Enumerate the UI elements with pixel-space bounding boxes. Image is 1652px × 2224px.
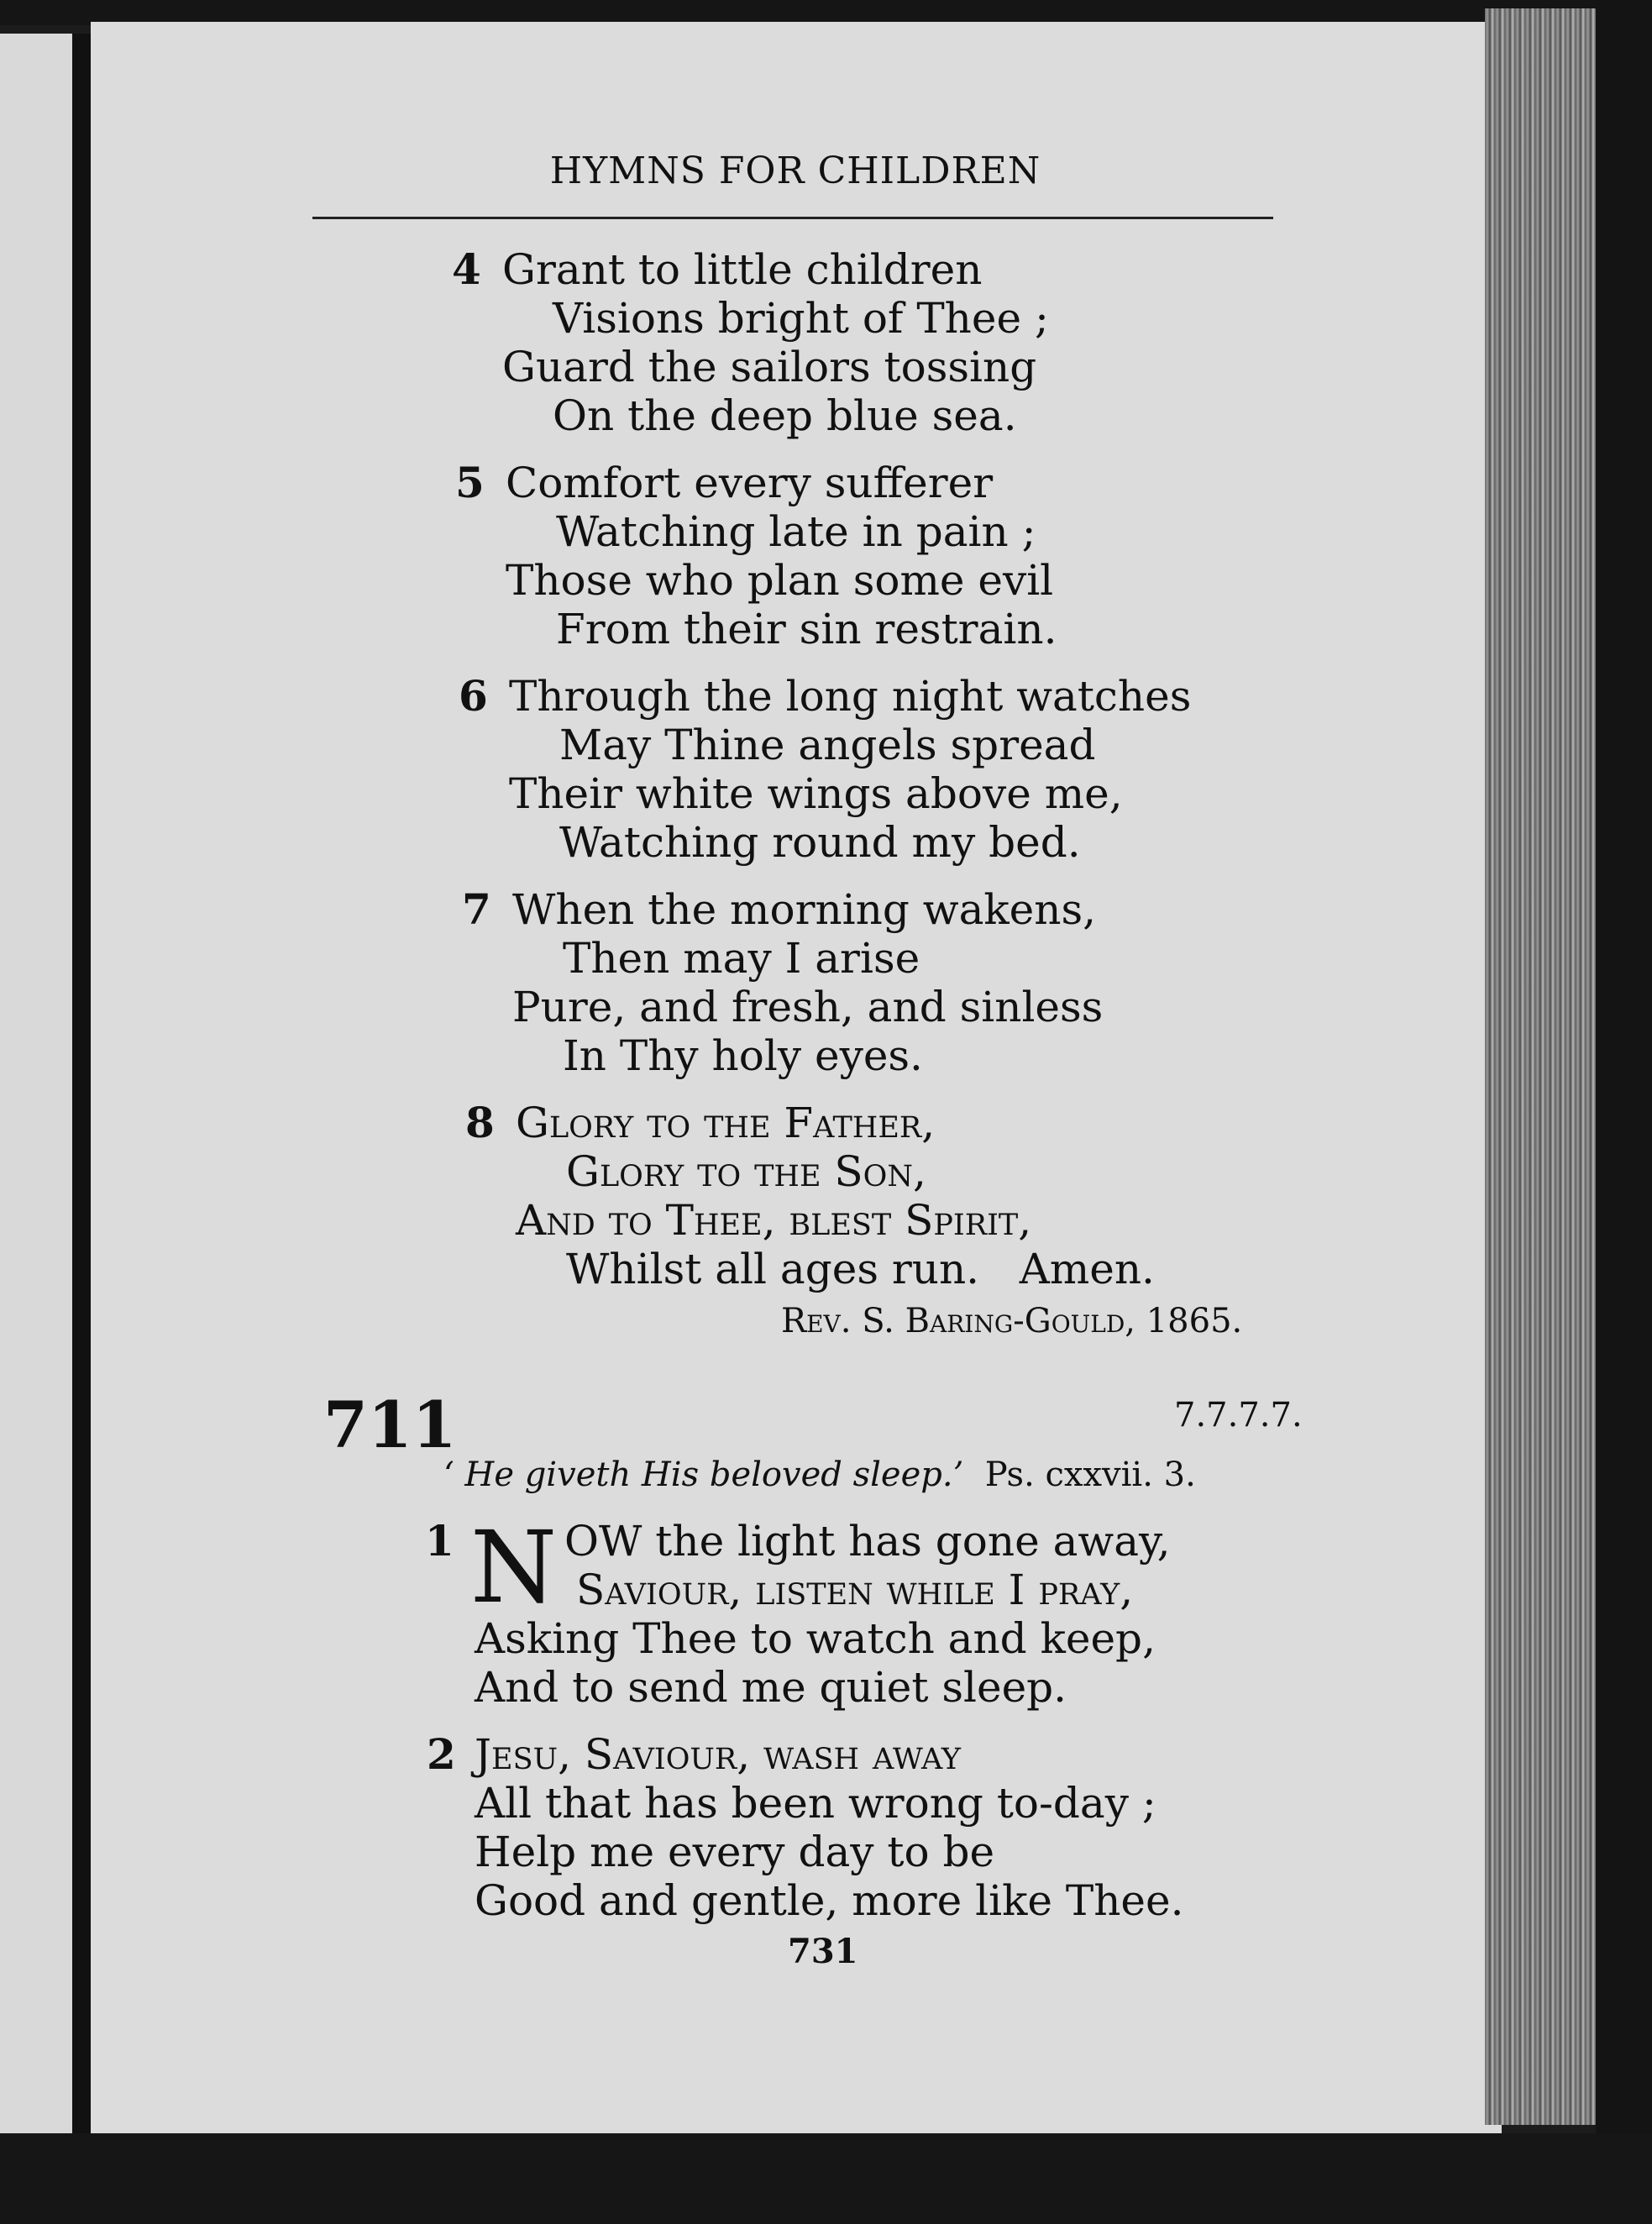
verse-line: Comfort every sufferer [506,459,994,507]
verse-line: OW the light has gone away, [564,1517,1171,1566]
verse-line: Jesu, Saviour, wash away [475,1730,962,1779]
verse-line: Grant to little children [502,245,983,294]
verse-line: Visions bright of Thee ; [553,294,1049,343]
epigraph-reference: Ps. cxxvii. 3. [984,1456,1196,1494]
verse-line: When the morning wakens, [512,885,1097,934]
verse-line: Those who plan some evil [506,556,1054,605]
verse-number: 1 [425,1516,454,1566]
epigraph [443,1456,1196,1494]
verse-line: Asking Thee to watch and keep, [475,1614,1156,1663]
verse-number: 4 [452,244,481,294]
hymn-meter: 7.7.7.7. [1174,1396,1303,1435]
verse-line: On the deep blue sea. [553,391,1017,440]
verse-line: Then may I arise [563,934,920,983]
verse-line: All that has been wrong to-day ; [475,1779,1156,1828]
verse-line: Pure, and fresh, and sinless [512,983,1104,1031]
verse-number: 8 [465,1098,495,1147]
right-border [1596,0,1652,2224]
verse-line: From their sin restrain. [556,605,1057,653]
verse-line: Watching round my bed. [559,818,1081,867]
verse-line: Glory to the Son, [566,1147,926,1196]
verse-line: Through the long night watches [509,672,1192,721]
epigraph-quote: ‘ He giveth His beloved sleep.’ [443,1456,964,1494]
page-stack-edge [1485,8,1611,2125]
verse-line: And to Thee, blest Spirit, [516,1196,1032,1245]
verse-line: May Thine angels spread [559,721,1096,769]
head-rule [312,217,1273,219]
author-attribution: Rev. S. Baring-Gould, 1865. [781,1302,1243,1340]
drop-cap: N [470,1509,558,1625]
verse-line: Whilst all ages run. Amen. [566,1245,1155,1293]
verse-line: Good and gentle, more like Thee. [475,1876,1184,1925]
hymn-number: 711 [323,1387,457,1462]
bottom-border [0,2133,1652,2224]
verse-line: Watching late in pain ; [556,507,1036,556]
verse-number: 5 [455,458,485,507]
verse-line: Guard the sailors tossing [502,343,1037,391]
verse-line: Help me every day to be [475,1828,995,1876]
verse-number: 6 [459,671,488,721]
verse-line: Glory to the Father, [516,1099,936,1147]
running-head: HYMNS FOR CHILDREN [549,149,1041,192]
facing-page-edge [0,34,80,2133]
verse-number: 7 [462,884,491,934]
verse-line: Their white wings above me, [509,769,1123,818]
page-number: 731 [788,1932,858,1971]
verse-number: 2 [427,1729,456,1779]
verse-line: Saviour, listen while I pray, [576,1566,1134,1614]
verse-line: And to send me quiet sleep. [475,1663,1067,1712]
verse-line: In Thy holy eyes. [563,1031,923,1080]
